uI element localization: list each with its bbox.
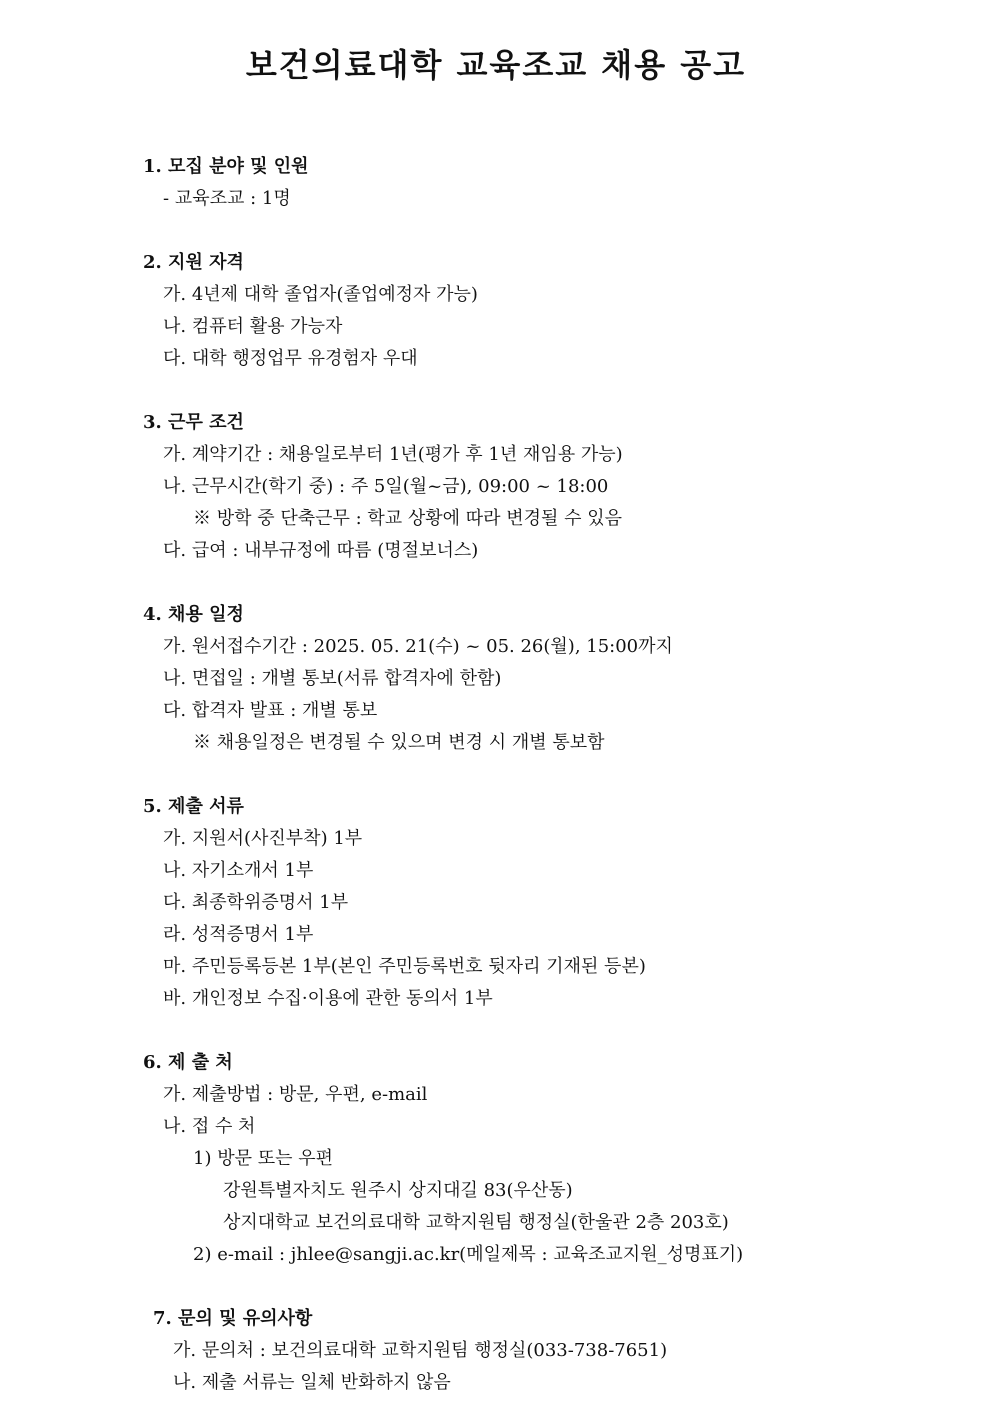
section-3-note: ※ 방학 중 단축근무 : 학교 상황에 따라 변경될 수 있음 (193, 508, 623, 529)
section-4-line-2: 나. 면접일 : 개별 통보(서류 합격자에 한함) (163, 668, 502, 689)
section-heading-2: 2. 지원 자격 (143, 252, 244, 273)
section-5-line-3: 다. 최종학위증명서 1부 (163, 892, 349, 913)
section-2-line-3: 다. 대학 행정업무 유경험자 우대 (163, 348, 418, 369)
section-6-subitem-1: 1) 방문 또는 우편 (193, 1148, 333, 1169)
section-heading-4: 4. 채용 일정 (143, 604, 244, 625)
section-6-office: 상지대학교 보건의료대학 교학지원팀 행정실(한울관 2층 203호) (223, 1212, 729, 1233)
section-1-line-1: - 교육조교 : 1명 (163, 188, 291, 209)
section-heading-1: 1. 모집 분야 및 인원 (143, 156, 309, 177)
section-heading-7: 7. 문의 및 유의사항 (153, 1308, 313, 1329)
section-2-line-1: 가. 4년제 대학 졸업자(졸업예정자 가능) (163, 284, 478, 305)
section-6-line-1: 가. 제출방법 : 방문, 우편, e-mail (163, 1084, 428, 1105)
section-4-note: ※ 채용일정은 변경될 수 있으며 변경 시 개별 통보함 (193, 732, 605, 753)
section-7-line-1: 가. 문의처 : 보건의료대학 교학지원팀 행정실(033-738-7651) (173, 1340, 668, 1361)
section-2-line-2: 나. 컴퓨터 활용 가능자 (163, 316, 343, 337)
section-6-line-2: 나. 접 수 처 (163, 1116, 256, 1137)
page-title: 보건의료대학 교육조교 채용 공고 (245, 46, 747, 84)
section-5-line-5: 마. 주민등록등본 1부(본인 주민등록번호 뒷자리 기재된 등본) (163, 956, 646, 977)
section-4-line-3: 다. 합격자 발표 : 개별 통보 (163, 700, 378, 721)
section-heading-3: 3. 근무 조건 (143, 412, 244, 433)
section-6-address: 강원특별자치도 원주시 상지대길 83(우산동) (223, 1180, 573, 1201)
section-4-line-1: 가. 원서접수기간 : 2025. 05. 21(수) ~ 05. 26(월), 15:00까지 (163, 636, 673, 657)
section-3-line-2: 나. 근무시간(학기 중) : 주 5일(월~금), 09:00 ~ 18:00 (163, 476, 609, 497)
section-6-subitem-2: 2) e-mail : jhlee@sangji.ac.kr(메일제목 : 교육조교지원_성명표기) (193, 1244, 744, 1265)
section-3-line-1: 가. 계약기간 : 채용일로부터 1년(평가 후 1년 재임용 가능) (163, 444, 623, 465)
section-3-line-3: 다. 급여 : 내부규정에 따름 (명절보너스) (163, 540, 479, 561)
section-5-line-2: 나. 자기소개서 1부 (163, 860, 314, 881)
section-7-line-2: 나. 제출 서류는 일체 반화하지 않음 (173, 1372, 451, 1393)
section-heading-5: 5. 제출 서류 (143, 796, 244, 817)
section-5-line-6: 바. 개인정보 수집·이용에 관한 동의서 1부 (163, 988, 493, 1009)
section-heading-6: 6. 제 출 처 (143, 1052, 233, 1073)
section-5-line-4: 라. 성적증명서 1부 (163, 924, 314, 945)
section-5-line-1: 가. 지원서(사진부착) 1부 (163, 828, 363, 849)
